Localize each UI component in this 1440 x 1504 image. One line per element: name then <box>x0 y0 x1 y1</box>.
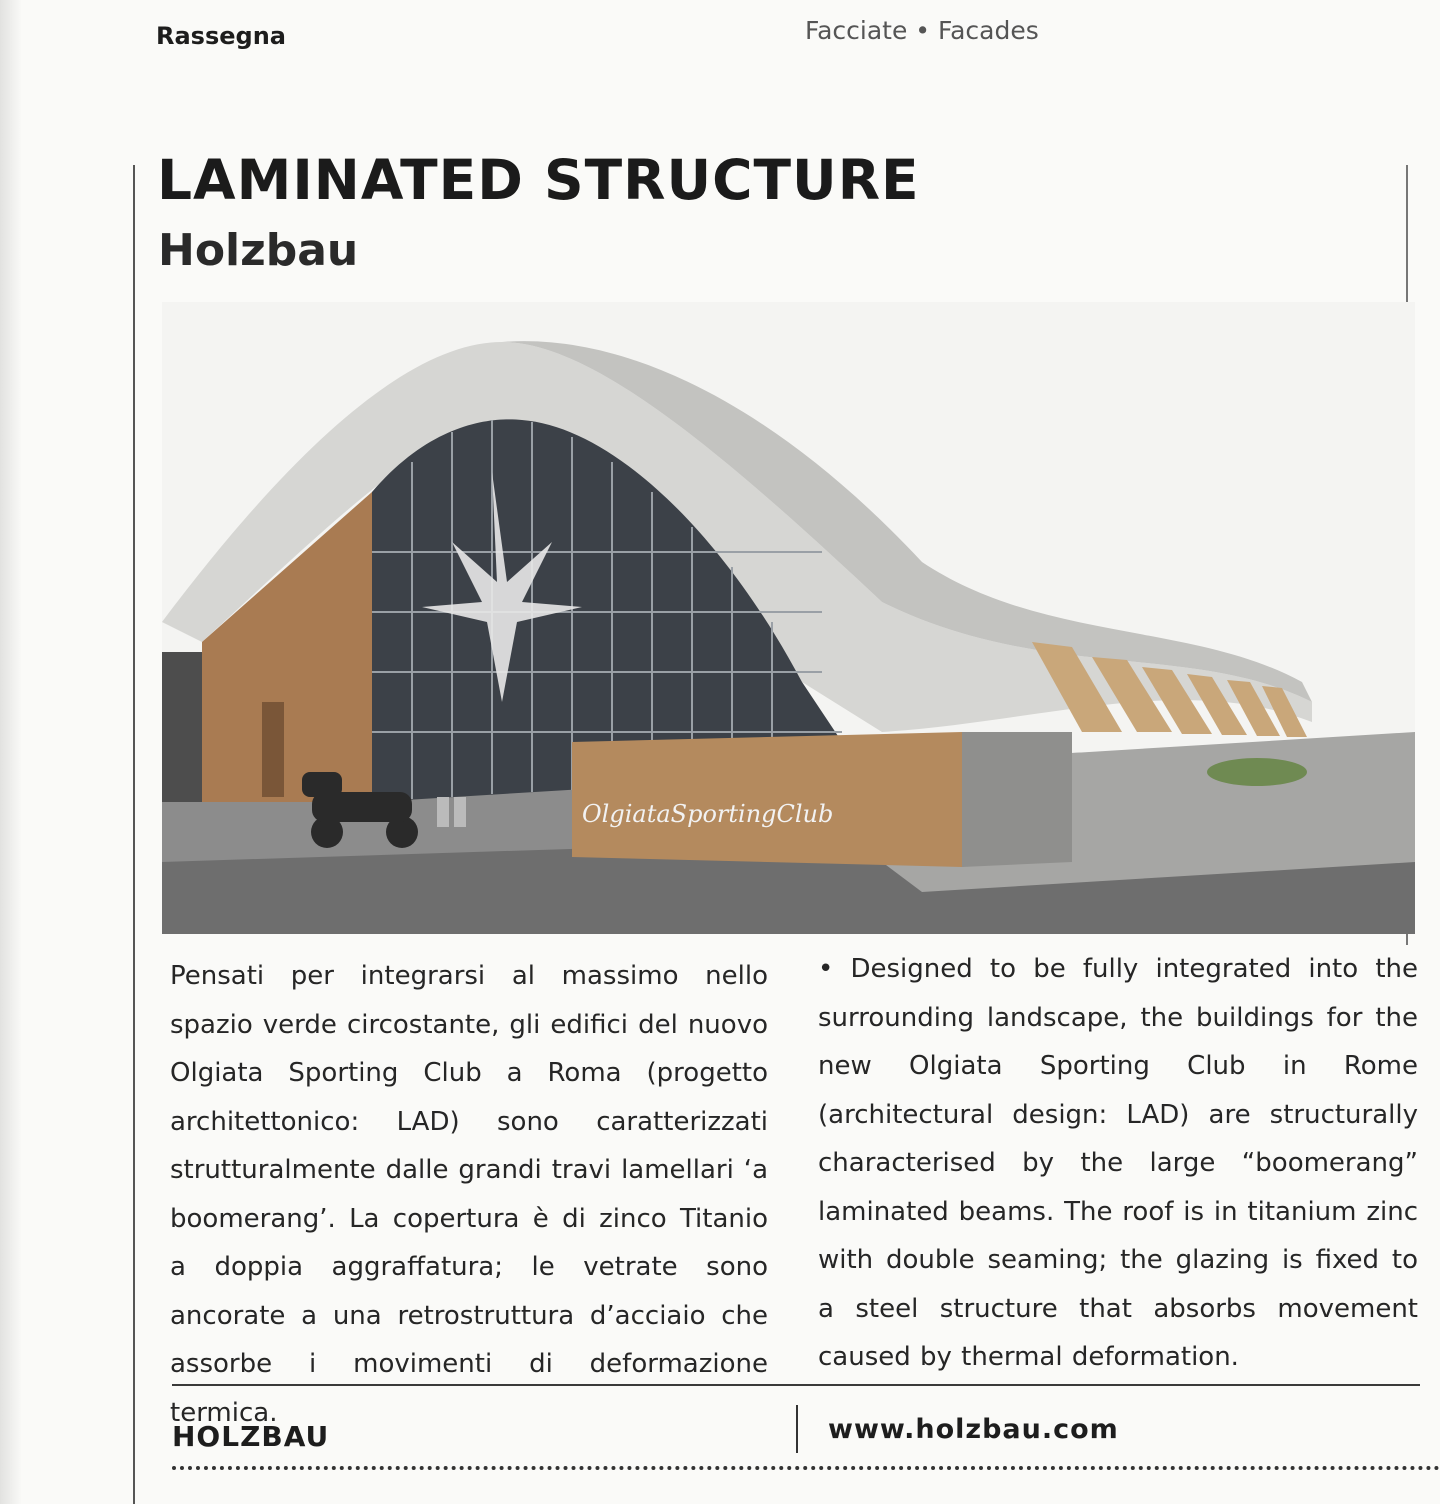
building-illustration <box>162 302 1415 934</box>
frame-rule-left <box>133 165 135 1504</box>
page-binding-shadow <box>0 0 22 1504</box>
sign-text: OlgiataSportingClub <box>582 800 834 828</box>
bin <box>437 797 449 827</box>
section-label: Rassegna <box>156 22 286 50</box>
footer-divider <box>796 1405 798 1453</box>
footer-brand: HOLZBAU <box>172 1420 330 1453</box>
footer-website-link[interactable]: www.holzbau.com <box>828 1414 1119 1445</box>
sign-wall-side <box>962 732 1072 867</box>
shrubs <box>1207 758 1307 786</box>
category-label: Facciate • Facades <box>805 16 1039 45</box>
footer-dotted-rule <box>172 1466 1440 1470</box>
building-photo <box>162 302 1415 934</box>
article-title: LAMINATED STRUCTURE <box>157 148 920 212</box>
footer-rule <box>172 1384 1420 1386</box>
article-subtitle: Holzbau <box>158 225 359 276</box>
article-text-italian: Pensati per integrarsi al massimo nello spazio verde circostante, gli edifici del nuovo Olgiata Sporting Club a Roma (progetto architettonico: LAD) sono caratterizzati strutturalmente dalle grandi travi lamellari ‘a boomerang’. La copertura è di zinco Titanio a doppia aggraffatura; le vetrate sono ancorate a una retrostruttura d’acciaio che assorbe i movimenti di deformazione termica. <box>170 961 768 1428</box>
article-text-english: • Designed to be fully integrated into the surrounding landscape, the buildings for the new Olgiata Sporting Club in Rome (architectural design: LAD) are structurally characterised by the large “boomerang” laminated beams. The roof is in titanium zinc with double seaming; the glazing is fixed to a steel structure that absorbs movement caused by thermal deformation. <box>818 954 1418 1372</box>
door <box>262 702 284 797</box>
bin <box>454 797 466 827</box>
